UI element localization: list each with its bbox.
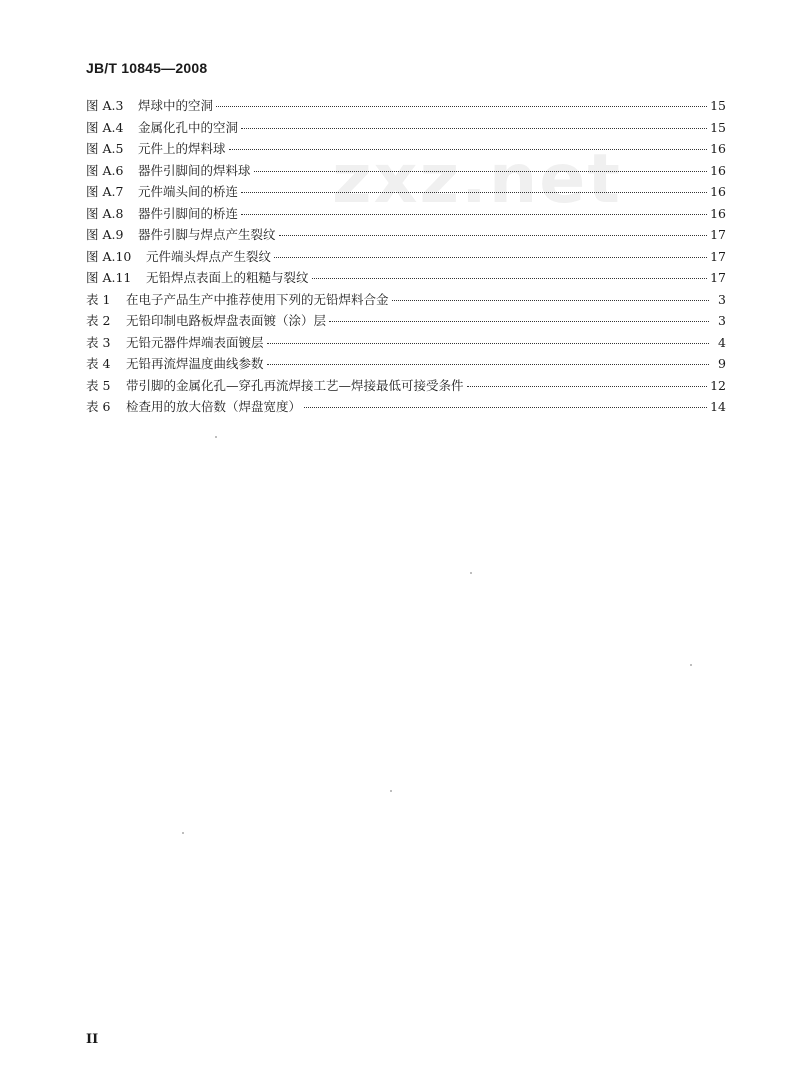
scan-speck: [690, 664, 692, 666]
toc-entry-page: 17: [710, 227, 726, 242]
toc-entry-title: 无铅印制电路板焊盘表面镀（涂）层: [126, 313, 327, 328]
toc-entry-title: 元件端头焊点产生裂纹: [146, 248, 272, 264]
toc-entry-page: 16: [710, 162, 726, 178]
toc-dot-leader: [304, 407, 707, 408]
scan-speck: [390, 790, 392, 792]
scan-speck: [182, 832, 184, 834]
toc-entry[interactable]: [86, 225, 726, 247]
toc-dot-leader: [329, 321, 709, 322]
toc-entry[interactable]: [86, 204, 726, 226]
toc-entry[interactable]: [86, 311, 726, 333]
toc-dot-leader: [241, 192, 707, 193]
scan-speck: [470, 572, 472, 574]
toc-entry-page: 16: [710, 205, 726, 221]
toc-entry-number: 图 A.10: [86, 248, 132, 264]
toc-entry-page: 3: [718, 291, 726, 307]
toc-dot-leader: [267, 364, 709, 365]
toc-entry-page: 15: [710, 98, 726, 113]
toc-entry[interactable]: [86, 397, 726, 419]
toc-entry-number: 图 A.4: [86, 119, 124, 135]
toc-dot-leader: [216, 106, 707, 107]
toc-entry-page: 16: [710, 141, 726, 156]
toc-entry-number: 图 A.11: [86, 270, 132, 285]
toc-dot-leader: [467, 386, 708, 387]
toc-dot-leader: [254, 171, 708, 172]
toc-entry-title: 无铅焊点表面上的粗糙与裂纹: [146, 270, 309, 285]
toc-entry-page: 17: [710, 270, 726, 285]
toc-entry-page: 12: [710, 377, 726, 393]
standard-number-header: JB/T 10845—2008: [86, 60, 208, 76]
toc-entry-title: 焊球中的空洞: [138, 98, 214, 113]
toc-entry-number: 图 A.3: [86, 98, 124, 113]
toc-entry[interactable]: [86, 354, 726, 376]
toc-dot-leader: [229, 149, 708, 150]
toc-entry-number: 表 5: [86, 377, 111, 393]
toc-entry-number: 图 A.8: [86, 205, 124, 221]
toc-entry-title: 无铅元器件焊端表面镀层: [126, 334, 264, 350]
toc-entry[interactable]: [86, 118, 726, 140]
toc-entry-page: 14: [710, 399, 726, 414]
toc-entry-title: 元件端头间的桥连: [138, 184, 239, 199]
toc-entry-number: 表 6: [86, 399, 111, 414]
watermark-text: zxz.net: [332, 140, 622, 219]
toc-entry-title: 检查用的放大倍数（焊盘宽度）: [126, 399, 302, 414]
toc-entry-title: 带引脚的金属化孔—穿孔再流焊接工艺—焊接最低可接受条件: [126, 377, 464, 393]
toc-entry-page: 15: [710, 119, 726, 135]
toc-entry[interactable]: [86, 376, 726, 398]
scan-speck: [215, 436, 217, 438]
toc-entry-number: 表 2: [86, 313, 111, 328]
toc-entry-number: 图 A.6: [86, 162, 124, 178]
toc-entry-title: 无铅再流焊温度曲线参数: [126, 356, 264, 371]
toc-dot-leader: [392, 300, 709, 301]
toc-entry-title: 器件引脚间的桥连: [138, 205, 239, 221]
toc-entry-page: 16: [710, 184, 726, 199]
toc-entry-title: 器件引脚间的焊料球: [138, 162, 251, 178]
toc-entry-title: 在电子产品生产中推荐使用下列的无铅焊料合金: [126, 291, 389, 307]
toc-entry[interactable]: [86, 333, 726, 355]
toc-entry[interactable]: [86, 247, 726, 269]
toc-dot-leader: [312, 278, 708, 279]
toc-entry-number: 表 4: [86, 356, 111, 371]
toc-entry[interactable]: [86, 139, 726, 161]
toc-entry-number: 表 1: [86, 291, 111, 307]
toc-entry-title: 元件上的焊料球: [138, 141, 226, 156]
toc-dot-leader: [241, 128, 707, 129]
toc-entry-title: 器件引脚与焊点产生裂纹: [138, 227, 276, 242]
toc-entry-page: 9: [718, 356, 726, 371]
toc-dot-leader: [267, 343, 709, 344]
table-of-contents: [86, 96, 726, 419]
toc-entry-title: 金属化孔中的空洞: [138, 119, 239, 135]
toc-dot-leader: [241, 214, 707, 215]
toc-entry[interactable]: [86, 182, 726, 204]
toc-entry-number: 图 A.7: [86, 184, 124, 199]
page-number-footer: II: [86, 1032, 99, 1047]
toc-entry-number: 图 A.9: [86, 227, 124, 242]
toc-entry-page: 3: [718, 313, 726, 328]
toc-dot-leader: [274, 257, 707, 258]
toc-dot-leader: [279, 235, 708, 236]
toc-entry-number: 图 A.5: [86, 141, 124, 156]
toc-entry-number: 表 3: [86, 334, 111, 350]
toc-entry[interactable]: [86, 268, 726, 290]
toc-entry[interactable]: [86, 290, 726, 312]
toc-entry[interactable]: [86, 161, 726, 183]
toc-entry-page: 17: [710, 248, 726, 264]
toc-entry[interactable]: [86, 96, 726, 118]
toc-entry-page: 4: [718, 334, 726, 350]
